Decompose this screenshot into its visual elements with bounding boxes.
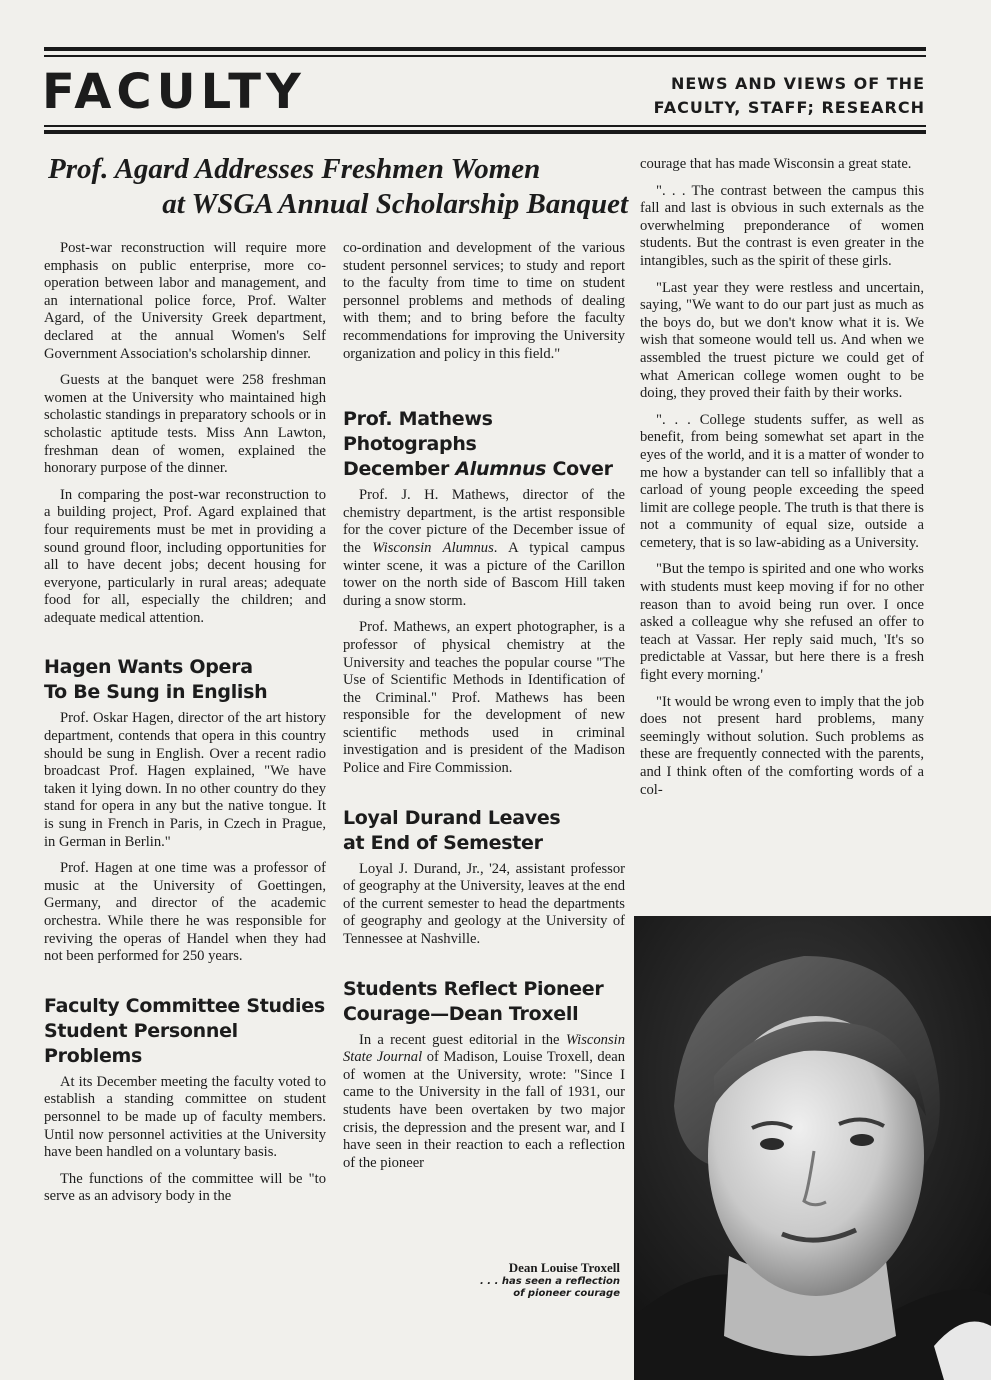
top-rule-thick: [44, 47, 926, 51]
portrait-photo: [634, 916, 991, 1380]
troxell-paragraph-4: ". . . College students suffer, as well as benefit, from being somewhat set apart in the eyes of the world, and it is a matter of wonder to me how a bystander can tell so infallibly that a carload of young people exceeding the speed limit are college people. The truth is that there is not a community of equal size, outside a cemetery, that is so law-abiding as a University.: [640, 411, 924, 551]
mathews-headline-line-2a: December: [343, 458, 456, 481]
committee-headline-line-1: Faculty Committee Studies: [44, 994, 325, 1017]
troxell-paragraph-5: "But the tempo is spirited and one who works with students must keep moving if for no other reason than to avoid being run over. I once asked a colleague why she refused an offer to teach at Vassar. Her reply said much, 'It's so predictable at Vassar, but here there is a fresh fight every morning.': [640, 561, 924, 684]
durand-headline: [343, 806, 625, 856]
troxell-paragraph-6: "It would be wrong even to imply that the job does not present hard problems, many seemingly without solution. Such problems as these are frequently connected with the parents, and I think often of the comforting words of a col-: [640, 693, 924, 798]
caption-subtitle: [440, 1276, 620, 1300]
troxell-headline-line-1: Students Reflect Pioneer: [343, 977, 604, 1000]
committee-headline-line-2: Student Personnel Problems: [44, 1019, 238, 1067]
committee-headline: [44, 994, 326, 1069]
hagen-headline-line-1: Hagen Wants Opera: [44, 656, 253, 679]
troxell-p1-end: of Madison, Louise Troxell, dean of women at the University, wrote: "Since I came to the University in the fall of 1931, our students have been overtaken by two major crisis, the depression and the present war, and I have seen in their reaction to each a reflection of the pioneer: [343, 1049, 625, 1171]
header-bottom-rule-thick: [44, 130, 926, 134]
troxell-p1-newspaper: Wisconsin State Journal: [343, 1031, 625, 1066]
caption-line-2: of pioneer courage: [513, 1288, 620, 1299]
troxell-paragraph-1: [343, 1032, 625, 1173]
mathews-p1-magazine: Wisconsin Alumnus: [372, 539, 494, 556]
committee-paragraph-continued: co-ordination and development of the various student personnel services; to study and report to the faculty from time to time on student personnel problems and methods of dealing with them; and to bring before the faculty recommendations for improving the University organization and policy in this field.": [343, 240, 625, 362]
mathews-p1-end: . A typical campus winter scene, it was a picture of the Carillon tower on the north side of Bascom Hill taken during a snow storm.: [343, 539, 625, 609]
top-rule-thin: [44, 55, 926, 57]
mathews-headline: [343, 407, 625, 482]
hagen-paragraph-1: Prof. Oskar Hagen, director of the art history department, contends that opera in this country should be sung in English. Over a recent radio broadcast Prof. Hagen explained, "We have taken it lying down. In no other country do they stand for opera in any but the native tongue. It is sung in French in Paris, in Czech in Prague, in German in Berlin.": [44, 710, 326, 850]
troxell-headline-line-2: Courage—Dean Troxell: [343, 1002, 579, 1025]
section-tagline: [654, 72, 925, 120]
lead-paragraph-1: Post-war reconstruction will require more emphasis on public enterprise, more co-operation between labor and management, and an international police force, Prof. Walter Agard, of the University Greek department, declared at the annual Women's Self Government Association's scholarship dinner.: [44, 240, 326, 362]
mathews-paragraph-2: Prof. Mathews, an expert photographer, is a professor of physical chemistry at the University and teaches the popular course "The Use of Scientific Methods in Identification of the Criminal." Prof. Mathews has been responsible for the development of new scientific methods used in criminal investigation and is president of the Madison Police and Fire Commission.: [343, 619, 625, 777]
troxell-paragraph-2: ". . . The contrast between the campus this fall and last is obvious in such externals as the overwhelming preponderance of women students. But the contrast is even greater in the intangibles, such as the spirit of these girls.: [640, 182, 924, 269]
troxell-paragraph-1-continued: courage that has made Wisconsin a great state.: [640, 156, 912, 172]
lead-headline: [48, 152, 628, 222]
lead-headline-line-1: Prof. Agard Addresses Freshmen Women: [48, 153, 541, 185]
column-3: [640, 156, 924, 808]
section-title: FACULTY: [42, 64, 306, 120]
caption-name: Dean Louise Troxell: [508, 1260, 620, 1275]
committee-paragraph-2: The functions of the committee will be "to serve as an advisory body in the: [44, 1170, 326, 1205]
caption-line-1: . . . has seen a reflection: [480, 1276, 620, 1287]
lead-paragraph-3: In comparing the post-war reconstruction to a building project, Prof. Agard explained that four requirements must be met in providing a sound ground floor, including opportunities for all to have decent jobs; decent housing for everyone, particularly in rural areas; adequate food for all, especially the children; and adequate medical attention.: [44, 486, 326, 626]
durand-paragraph-1: Loyal J. Durand, Jr., '24, assistant professor of geography at the University, leaves at the end of the current semester to head the departments of geography and geology at the University of Tennessee at Nashville.: [343, 860, 625, 948]
tagline-line-2: FACULTY, STAFF; RESEARCH: [653, 98, 925, 117]
hagen-headline-line-2: To Be Sung in English: [44, 681, 268, 704]
mathews-paragraph-1: [343, 487, 625, 610]
mathews-headline-line-2c: Cover: [546, 458, 613, 481]
lead-headline-line-2: at WSGA Annual Scholarship Banquet: [162, 188, 628, 220]
hagen-headline: [44, 655, 326, 705]
column-2: [343, 240, 625, 1181]
tagline-line-1: NEWS AND VIEWS OF THE: [670, 74, 925, 93]
committee-paragraph-1: At its December meeting the faculty voted to establish a standing committee on student personnel to be made up of faculty members. Until now personnel activities at the University have been handled on a voluntary basis.: [44, 1073, 326, 1161]
durand-headline-line-2: at End of Semester: [343, 831, 543, 854]
photo-caption: [440, 1260, 620, 1300]
troxell-p1-start: In a recent guest editorial in the: [359, 1031, 566, 1048]
troxell-headline: [343, 977, 625, 1027]
header-bottom-rule-thin: [44, 125, 926, 127]
troxell-paragraph-3: "Last year they were restless and uncertain, saying, "We want to do our part just as much as the boys do, but we don't know what it is. We wish that someone would tell us. And when we assembled the truest picture we could get of what American college women ought to be doing, they proved their faith by their works.: [640, 279, 924, 402]
mathews-headline-line-2b: Alumnus: [455, 458, 547, 481]
lead-paragraph-2: Guests at the banquet were 258 freshman women at the University who maintained high scholastic standings in preparatory schools or in scholastic aptitude tests. Miss Ann Lawton, freshman dean of women, explained the honorary purpose of the dinner.: [44, 372, 326, 477]
durand-headline-line-1: Loyal Durand Leaves: [343, 806, 561, 829]
mathews-headline-line-1: Prof. Mathews Photographs: [343, 408, 493, 456]
mathews-p1-start: Prof. J. H. Mathews, director of the chemistry department, is the artist responsible for the cover picture of the December issue of the: [343, 487, 625, 556]
column-1: [44, 240, 326, 1215]
hagen-paragraph-2: Prof. Hagen at one time was a professor of music at the University of Goettingen, Germany, and director of the academic orchestra. While there he was responsible for reviving the operas of Handel when they had not been performed for 250 years.: [44, 860, 326, 965]
